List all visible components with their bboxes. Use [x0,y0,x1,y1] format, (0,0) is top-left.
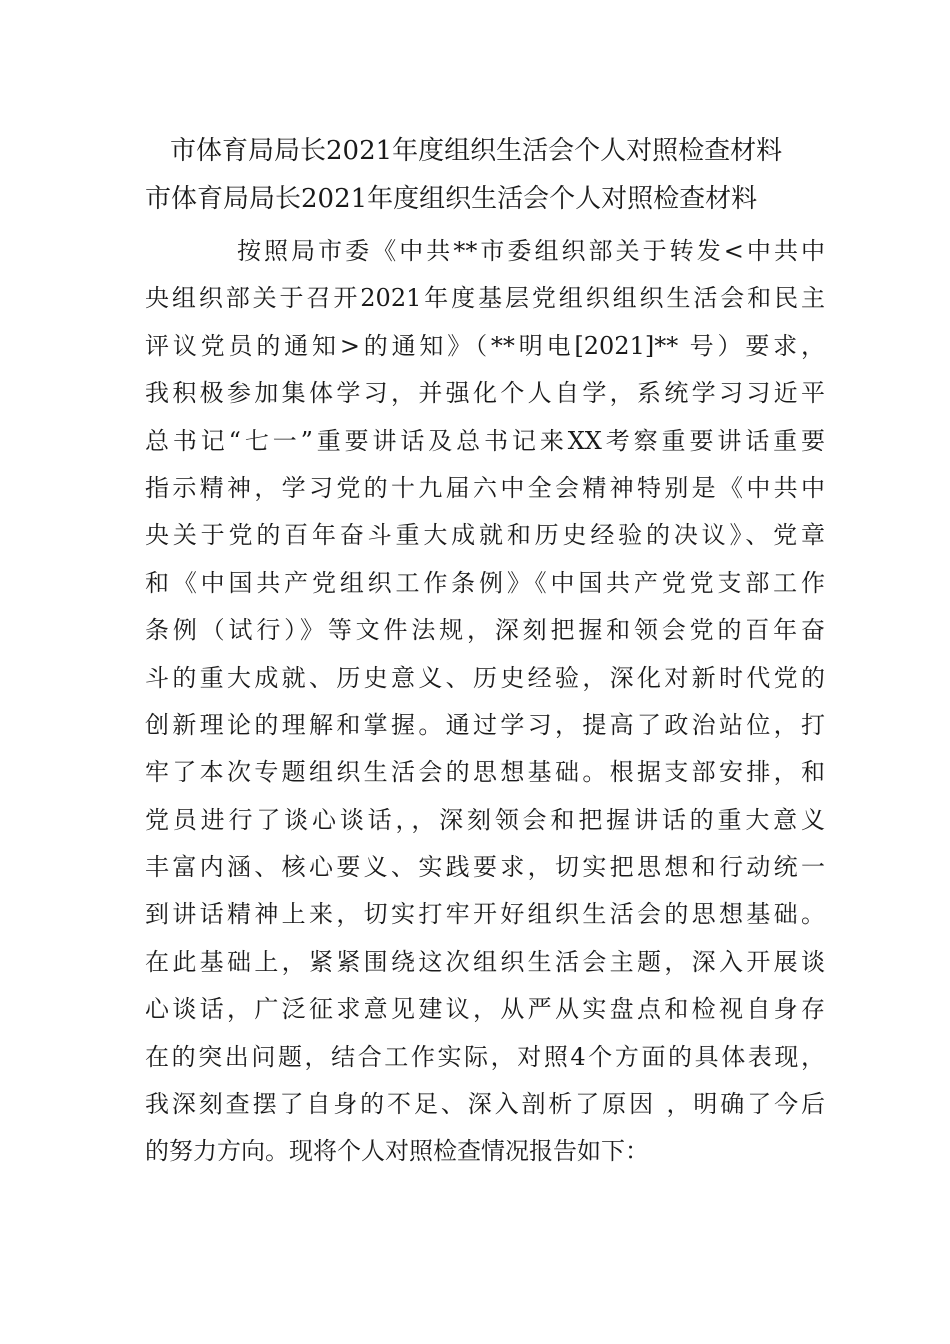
body-line: 在此基础上，紧紧围绕这次组织生活会主题，深入开展谈 [145,947,825,976]
body-line: 总书记“七一”重要讲话及总书记来XX考察重要讲话重要 [145,426,825,455]
body-line: 丰富内涵、核心要义、实践要求，切实把思想和行动统一 [145,853,825,882]
document-title-repeat: 市体育局局长2021年度组织生活会个人对照检查材料 [145,184,758,214]
body-line-last: 的努力方向。现将个人对照检查情况报告如下： [145,1137,649,1166]
body-line: 我深刻查摆了自身的不足、深入剖析了原因 ，明确了今后 [145,1090,825,1119]
body-line: 央关于党的百年奋斗重大成就和历史经验的决议》、党章 [145,521,825,550]
body-line: 斗的重大成就、历史意义、历史经验，深化对新时代党的 [145,663,825,692]
body-line: 在的突出问题，结合工作实际，对照4个方面的具体表现， [145,1042,825,1071]
body-line: 创新理论的理解和掌握。通过学习，提高了政治站位，打 [145,710,825,739]
body-line: 评议党员的通知>的通知》（**明电[2021]** 号）要求， [145,331,825,360]
body-line: 我积极参加集体学习，并强化个人自学，系统学习习近平 [145,379,825,408]
document-title: 市体育局局长2021年度组织生活会个人对照检查材料 [170,136,783,166]
body-line: 条例（试行）》等文件法规，深刻把握和领会党的百年奋 [145,616,825,645]
body-line: 和《中国共产党组织工作条例》《中国共产党党支部工作 [145,568,825,597]
body-line: 牢了本次专题组织生活会的思想基础。根据支部安排，和 [145,758,825,787]
body-line: 心谈话，广泛征求意见建议，从严从实盘点和检视自身存 [145,995,825,1024]
body-line: 到讲话精神上来，切实打牢开好组织生活会的思想基础。 [145,900,825,929]
body-line: 央组织部关于召开2021年度基层党组织组织生活会和民主 [145,284,825,313]
body-paragraph [145,228,825,1176]
body-line: 按照局市委《中共**市委组织部关于转发<中共中 [237,237,825,265]
body-line: 党员进行了谈心谈话，，深刻领会和把握讲话的重大意义 [145,805,825,834]
body-line: 指示精神，学习党的十九届六中全会精神特别是《中共中 [145,473,825,502]
